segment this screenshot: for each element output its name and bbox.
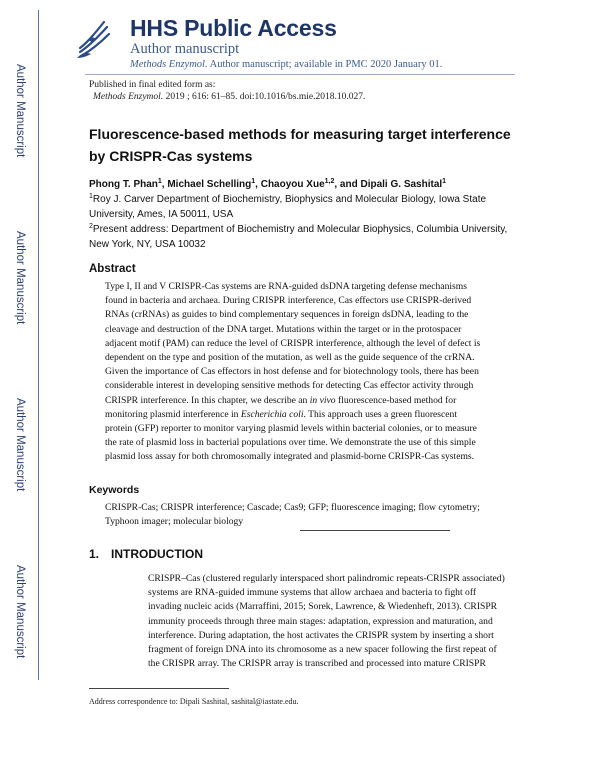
- keywords-line: Typhoon imager; molecular biology: [105, 516, 244, 527]
- author-affiliation-mark: 1,2: [324, 178, 335, 185]
- author-name: , Chaoyou Xue: [255, 179, 325, 190]
- author-name: , Michael Schelling: [161, 179, 252, 190]
- author-name: , and Dipali G. Sashital: [334, 179, 443, 190]
- paper-title-line: by CRISPR-Cas systems: [89, 148, 253, 164]
- side-label-author-manuscript: Author Manuscript: [14, 64, 26, 158]
- abstract-line: plasmid loss assay for both chromosomally integrated and plasmid-borne CRISPR-Cas systems.: [105, 451, 475, 463]
- abstract-line: protein (GFP) reporter to monitor varying plasmid levels within bacterial colonies, or to measure: [105, 423, 477, 435]
- abstract-line: CRISPR interference. In this chapter, we describe an in vivo fluorescence-based method for: [105, 394, 457, 406]
- affiliation-text: Roy J. Carver Department of Biochemistry, Biophysics and Molecular Biology, Iowa State: [92, 194, 487, 205]
- author-affiliation-mark: 1: [157, 178, 162, 185]
- header-citation: [130, 59, 442, 70]
- author-affiliation-mark: 1: [442, 178, 447, 185]
- intro-line: immunity proceeds through three main stages: adaptation, expression and maturation, and: [148, 615, 493, 627]
- abstract-line: Given the importance of Cas effectors in host defense and for biotechnology tools, there has been: [105, 366, 479, 378]
- intro-line: fragment of foreign DNA into its chromosome as a new spacer following the first repeat of: [148, 644, 497, 656]
- introduction-body: [148, 572, 528, 671]
- abstract-line: monitoring plasmid interference in Escherichia coli. This approach uses a green fluorescent: [105, 408, 458, 420]
- affiliation-mark: 1: [89, 193, 93, 200]
- header-journal: Methods Enzymol.: [130, 59, 208, 70]
- side-divider: [38, 10, 39, 680]
- correspondence-footnote: Address correspondence to: Dipali Sashital, sashital@iastate.edu.: [89, 697, 299, 706]
- publication-info: [89, 79, 365, 103]
- abstract-line: found in bacteria and archaea. During CRISPR interference, Cas effectors use CRISPR-derived: [105, 295, 472, 307]
- header-availability: Author manuscript; available in PMC 2020 January 01.: [207, 59, 443, 70]
- publication-details: 2019 ; 616: 61–85. doi:10.1016/bs.mie.2018.10.027.: [163, 92, 366, 102]
- intro-line: the CRISPR array. The CRISPR array is transcribed and processed into mature CRISPR: [148, 658, 486, 670]
- abstract-heading: Abstract: [89, 263, 136, 275]
- keywords-line: CRISPR-Cas; CRISPR interference; Cascade; Cas9; GFP; fluorescence imaging; flow cytometry;: [105, 502, 480, 513]
- intro-line: interference. During adaptation, the host activates the CRISPR system by inserting a short: [148, 629, 494, 641]
- affiliation-text: Present address: Department of Biochemistry and Molecular Biophysics, Columbia University,: [92, 224, 508, 235]
- section-number: 1.: [89, 547, 100, 561]
- footnote-divider: [89, 688, 229, 689]
- publication-label: Published in final edited form as:: [89, 80, 216, 90]
- abstract-line: RNAs (crRNAs) as guides to bind complementary sequences in foreign dsDNA, leading to the: [105, 309, 469, 321]
- abstract-line: dependent on the type and position of the mutation, as well as the guide sequence of the crRNA.: [105, 352, 475, 364]
- intro-line: systems are RNA-guided immune systems that allow archaea and bacteria to fight off: [148, 587, 477, 599]
- side-label-author-manuscript: Author Manuscript: [14, 398, 26, 492]
- author-manuscript-subtitle: Author manuscript: [130, 41, 240, 57]
- author-affiliation-mark: 1: [251, 178, 256, 185]
- publication-citation: [89, 91, 365, 103]
- hhs-eagle-logo-icon: [74, 18, 112, 62]
- side-label-author-manuscript: Author Manuscript: [14, 231, 26, 325]
- header-divider: [85, 74, 515, 75]
- paper-title: [89, 123, 519, 167]
- affiliation-mark: 2: [89, 223, 93, 230]
- affiliation-1: [89, 192, 519, 222]
- paper-title-line: Fluorescence-based methods for measuring target interference: [89, 126, 511, 142]
- keywords-heading: Keywords: [89, 484, 140, 496]
- intro-line: CRISPR–Cas (clustered regularly interspaced short palindromic repeats-CRISPR associated): [148, 573, 505, 584]
- italic-term: Escherichia coli: [240, 408, 304, 420]
- affiliation-2: [89, 222, 519, 252]
- author-list: [89, 178, 519, 192]
- abstract-body: [105, 280, 530, 465]
- intro-line: invading nucleic acids (Marraffini, 2015; Sorek, Lawrence, & Wiedenheft, 2013). CRISPR: [148, 601, 498, 613]
- side-label-author-manuscript: Author Manuscript: [14, 565, 26, 659]
- keywords-divider: [300, 530, 450, 531]
- introduction-heading: [89, 547, 203, 561]
- abstract-line: cleavage and destruction of the DNA target. Mutations within the target or in the protospacer: [105, 323, 462, 335]
- affiliation-text: New York, NY, USA 10032: [89, 239, 206, 250]
- abstract-line: adjacent motif (PAM) can reduce the level of CRISPR interference, although the level of defect is: [105, 337, 481, 349]
- author-name: Phong T. Phan: [89, 179, 158, 190]
- abstract-line: Type I, II and V CRISPR-Cas systems are RNA-guided dsDNA targeting defense mechanisms: [105, 281, 467, 292]
- italic-term: in vivo: [309, 394, 336, 406]
- hhs-public-access-title: HHS Public Access: [130, 15, 337, 41]
- abstract-line: considerable interest in developing sensitive methods for detecting Cas effector activity through: [105, 380, 474, 392]
- abstract-line: the rate of plasmid loss in bacterial populations over time. We demonstrate the use of this simple: [105, 437, 476, 449]
- publication-journal: Methods Enzymol.: [93, 92, 164, 102]
- affiliation-text: University, Ames, IA 50011, USA: [89, 209, 234, 220]
- keywords-list: [105, 501, 525, 529]
- section-title: INTRODUCTION: [111, 547, 203, 561]
